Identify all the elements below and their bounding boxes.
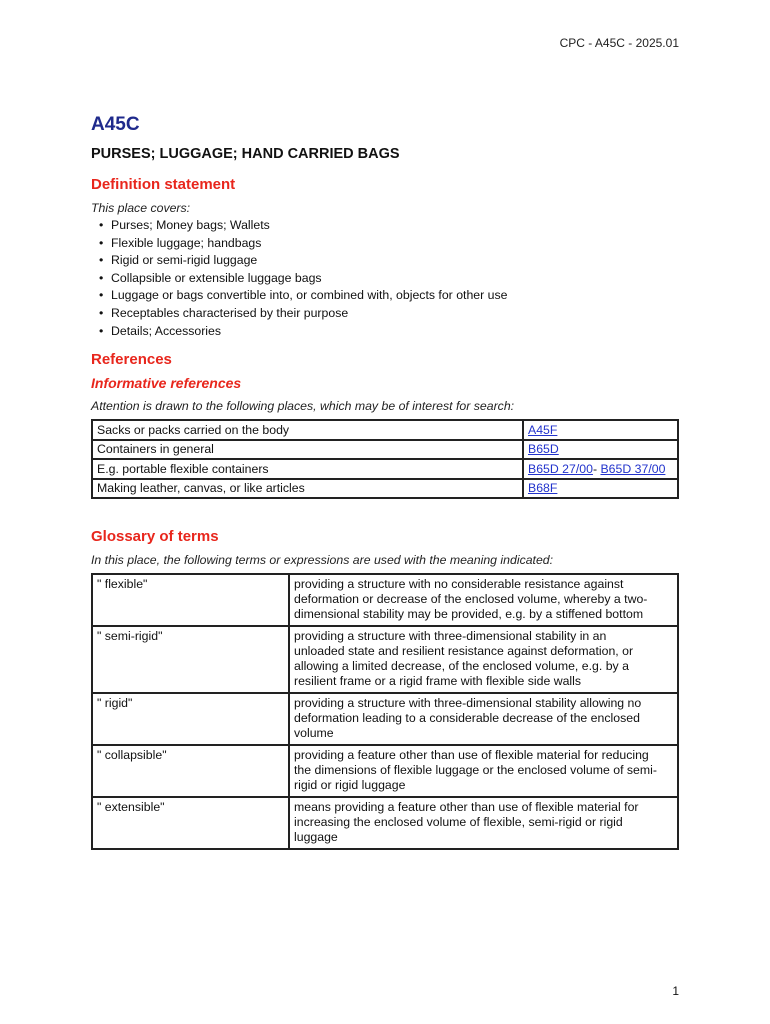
list-item: • Luggage or bags convertible into, or combined with, objects for other use [99, 287, 507, 305]
bullet-icon: • [99, 235, 104, 250]
reference-description: Sacks or packs carried on the body [92, 420, 523, 440]
table-row [92, 440, 678, 460]
table-row [92, 479, 678, 499]
glossary-table [91, 573, 679, 850]
reference-link[interactable]: B65D 37/00 [600, 461, 666, 476]
glossary-definition: providing a structure with three-dimensional stability in an unloaded state and resilient resistance against deformation, or allowing a limited decrease, of the enclosed volume, e.g. by a resilient frame or a rigid frame with flexible side walls [289, 626, 678, 693]
bullet-icon: • [99, 288, 104, 303]
glossary-term: " rigid" [92, 693, 289, 745]
references-heading: References [91, 351, 172, 368]
reference-link[interactable]: B65D 27/00 [528, 461, 593, 476]
table-row [92, 797, 678, 849]
glossary-definition: providing a structure with three-dimensional stability allowing no deformation leading to a considerable decrease of the enclosed volume [289, 693, 678, 745]
table-row [92, 693, 678, 745]
glossary-definition: providing a feature other than use of flexible material for reducing the dimensions of flexible luggage or the enclosed volume of semi- rigid or rigid luggage [289, 745, 678, 797]
glossary-definition: providing a structure with no considerable resistance against deformation or decrease of the enclosed volume, whereby a two- dimensional stability may be provided, e.g. by a stiffened bottom [289, 574, 678, 626]
table-row [92, 745, 678, 797]
glossary-term: " collapsible" [92, 745, 289, 797]
list-item: • Rigid or semi-rigid luggage [99, 252, 507, 270]
glossary-definition: means providing a feature other than use of flexible material for increasing the enclosed volume of flexible, semi-rigid or rigid luggage [289, 797, 678, 849]
bullet-icon: • [99, 270, 104, 285]
bullet-icon: • [99, 305, 104, 320]
bullet-icon: • [99, 218, 104, 232]
references-intro: Attention is drawn to the following places, which may be of interest for search: [91, 399, 515, 413]
list-item: • Receptables characterised by their purpose [99, 305, 507, 323]
table-row [92, 459, 678, 479]
references-table [91, 419, 679, 499]
table-row [92, 420, 678, 440]
list-item: • Collapsible or extensible luggage bags [99, 270, 507, 288]
definition-intro: This place covers: [91, 201, 191, 215]
list-item: • Flexible luggage; handbags [99, 235, 507, 253]
reference-description: E.g. portable flexible containers [92, 459, 523, 479]
list-item: • Details; Accessories [99, 323, 507, 341]
list-item: • Purses; Money bags; Wallets [99, 217, 507, 235]
page-number: 1 [672, 984, 679, 998]
bullet-icon: • [99, 253, 104, 268]
definition-list [99, 217, 507, 340]
reference-links-cell [523, 420, 678, 440]
reference-links-cell [523, 479, 678, 499]
classification-code: A45C [91, 114, 140, 135]
classification-title: PURSES; LUGGAGE; HAND CARRIED BAGS [91, 146, 400, 162]
reference-description: Containers in general [92, 440, 523, 460]
table-row [92, 574, 678, 626]
table-row [92, 626, 678, 693]
glossary-term: " semi-rigid" [92, 626, 289, 693]
reference-link[interactable]: B65D [528, 442, 559, 457]
bullet-icon: • [99, 323, 104, 338]
informative-references-heading: Informative references [91, 375, 242, 391]
glossary-intro: In this place, the following terms or expressions are used with the meaning indicated: [91, 553, 554, 567]
link-separator: - [592, 461, 601, 476]
reference-description: Making leather, canvas, or like articles [92, 479, 523, 499]
reference-link[interactable]: A45F [528, 422, 558, 437]
definition-heading: Definition statement [91, 176, 236, 193]
document-header: CPC - A45C - 2025.01 [559, 36, 679, 50]
reference-link[interactable]: B68F [528, 481, 558, 496]
glossary-heading: Glossary of terms [91, 528, 219, 545]
glossary-term: " flexible" [92, 574, 289, 626]
glossary-term: " extensible" [92, 797, 289, 849]
reference-links-cell [523, 440, 678, 460]
reference-links-cell [523, 459, 678, 479]
